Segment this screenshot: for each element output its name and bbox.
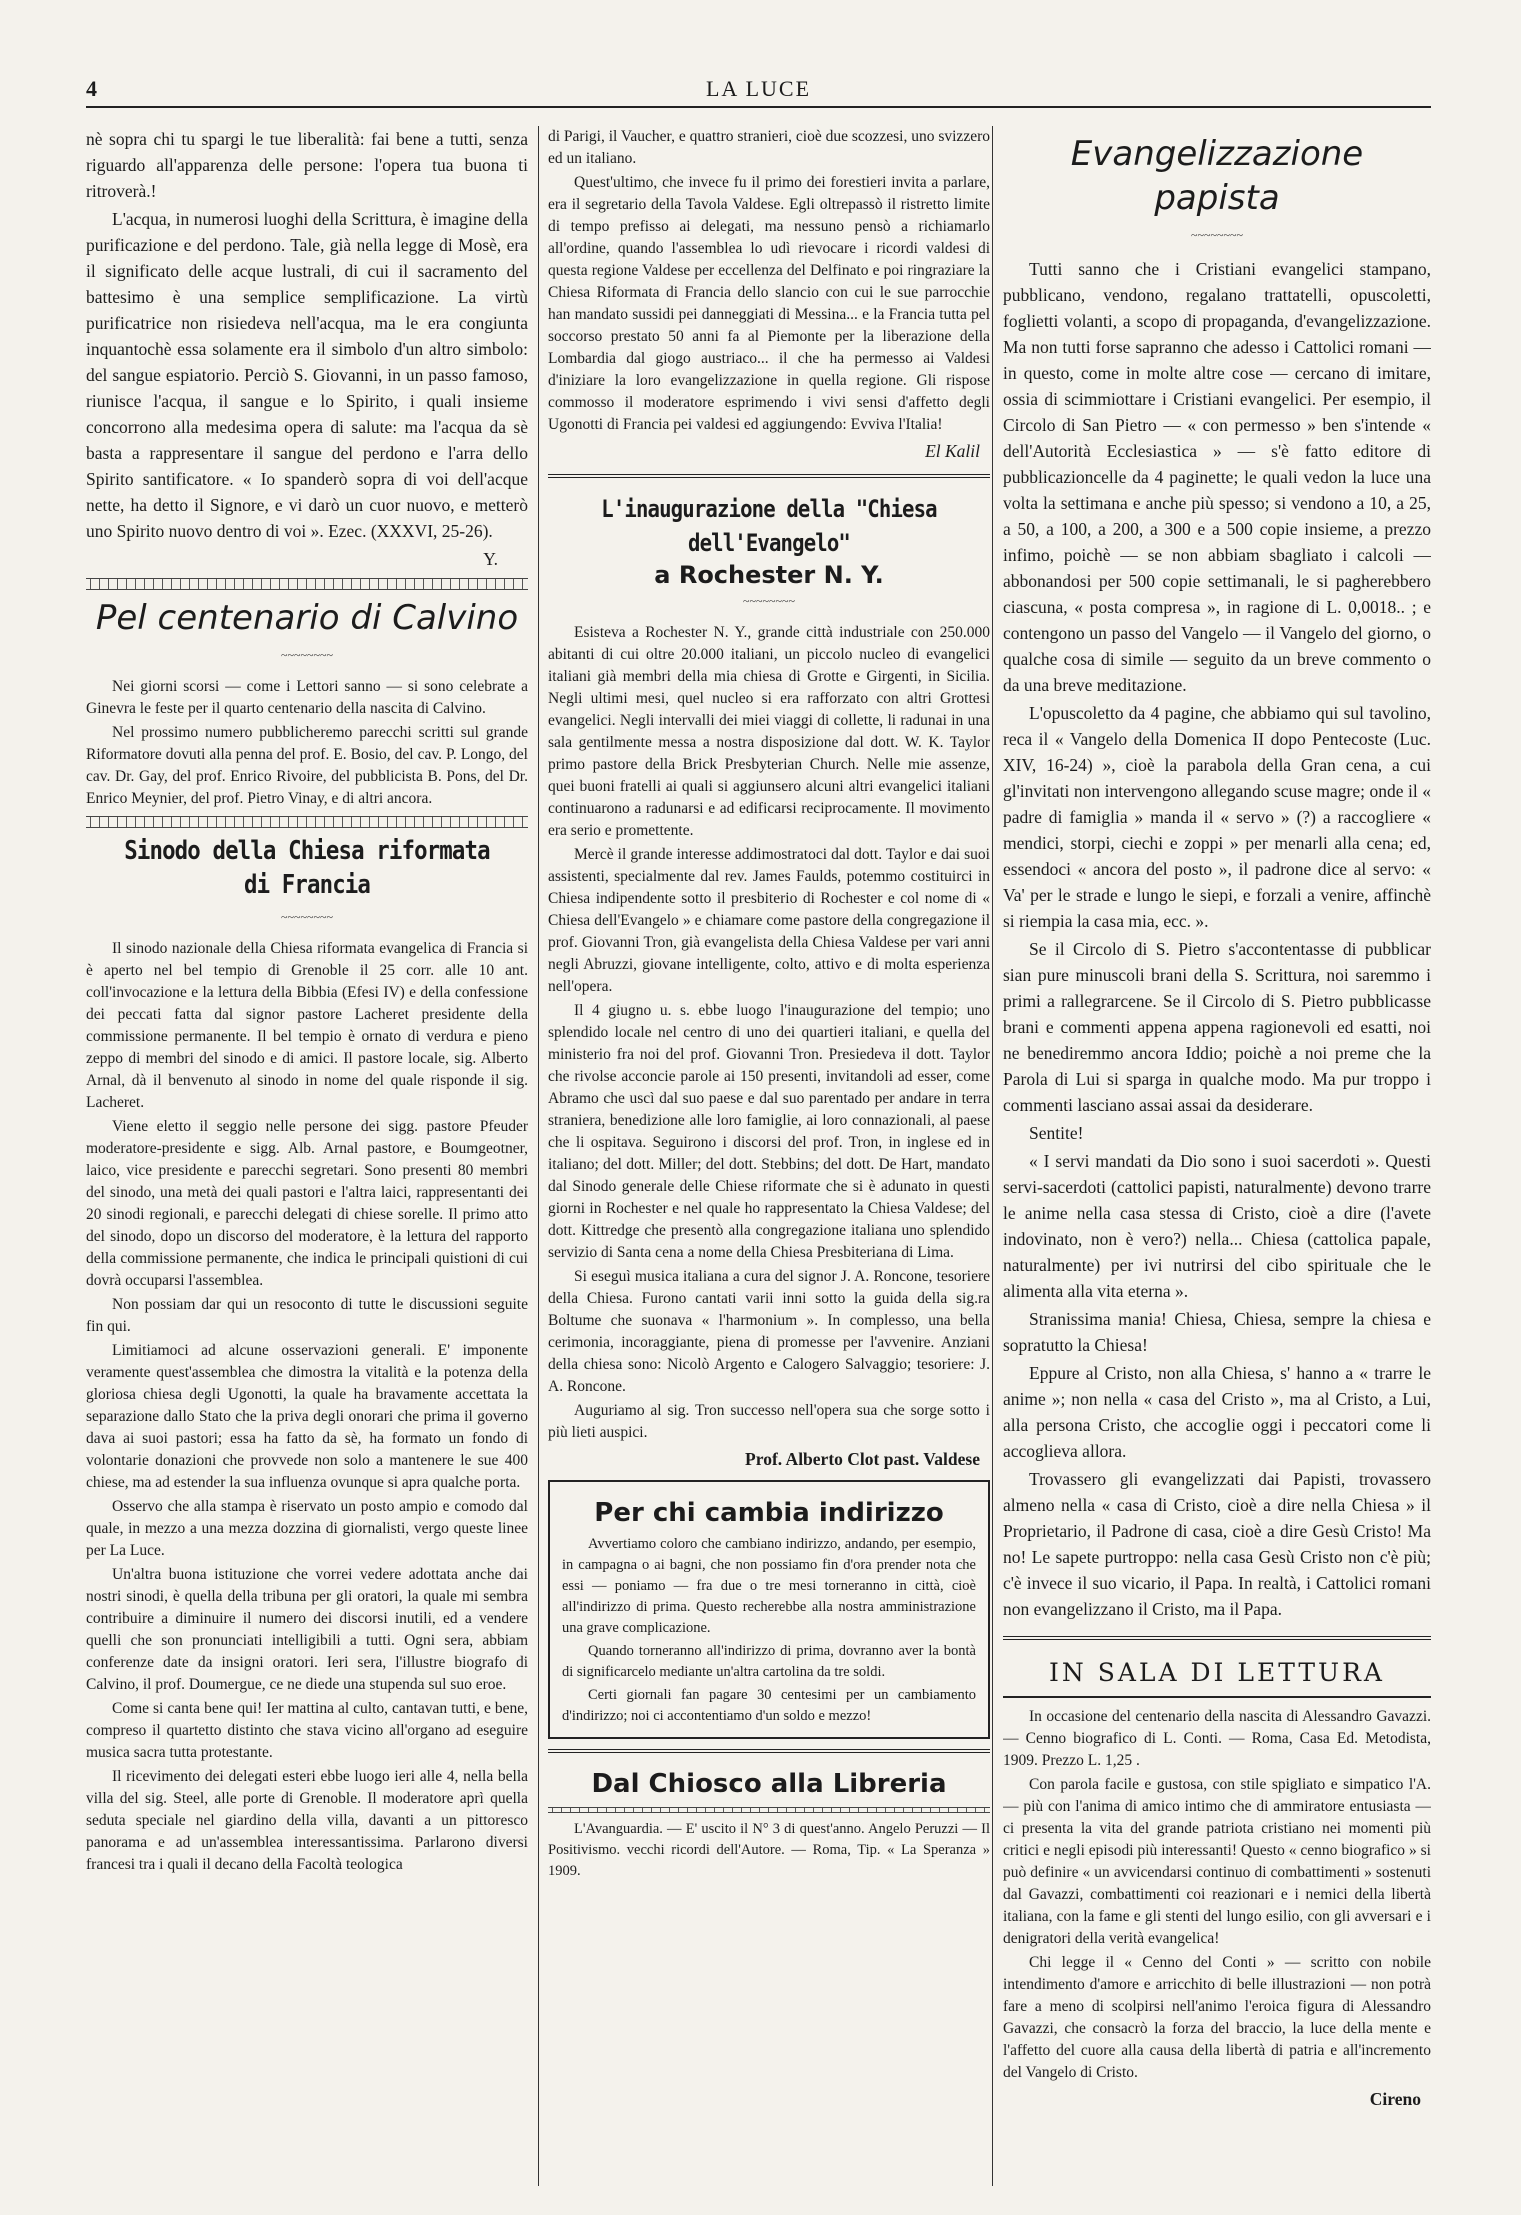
divider (1003, 1636, 1431, 1648)
column-3 (1003, 126, 1431, 2186)
notice-box (548, 1480, 990, 1739)
divider (548, 474, 990, 486)
paragraph: Con parola facile e gustosa, con stile spigliato e simpatico l'A. — più con l'anima di amico intimo che di ammiratore entusiasta — ci presenta la vita del grande patriota cristiano nei momenti più critici e negli episodi più interessanti! Questo « cenno biografico » si può definire « un avvicendarsi continuo di combattimenti » sostenuti dal Gavazzi, combattimenti coi reazionari e i nemici della libertà italiana, con la fame e gli stenti del lungo esilio, con gli avversari e i denigratori della verità evangelica! (1003, 1776, 1431, 1947)
paragraph: Sentite! (1029, 1123, 1084, 1143)
paragraph: Il 4 giugno u. s. ebbe luogo l'inaugurazione del tempio; uno splendido locale nel centro di uno dei quartieri italiani, e quella del ministerio fra noi del prof. Giovanni Tron. Presiedeva il dott. Taylor che rivolse acconcie parole ai 150 presenti, invitandoli ad esser, come Abramo che uscì dal suo paese e dal suo parentado per andare in terra straniera, benedizione alle loro famiglie, ai loro connazionali, al paese che li ospitava. Seguirono i discorsi del prof. Tron, in inglese ed in italiano; del dott. Miller; del dott. Stebbins; del dott. De Hart, mandato dal Sinodo generale delle Chiese riformate che si è adunato in questi giorni in Rochester e nel quale ho rappresentato la Chiesa Valdese; del dott. Kittredge che presentò alla congregazione italiana uno splendido servizio di Santa cena a nome della Chiesa Presbiteriana di Lima. (548, 1002, 990, 1261)
paragraph: Nel prossimo numero pubblicheremo parecchi scritti sul grande Riformatore dovuti alla penna del prof. E. Bosio, del cav. P. Longo, del cav. Dr. Gay, del prof. Enrico Rivoire, del pubblicista B. Pons, del Dr. Enrico Meynier, del prof. Pietro Vinay, e di altri ancora. (86, 724, 528, 807)
paragraph: Osservo che alla stampa è riservato un posto ampio e comodo dal quale, in mezzo a una mezza dozzina di giornalisti, vergo queste linee per La Luce. (86, 1498, 528, 1559)
divider: ~~~~~~~~ (281, 910, 333, 924)
paragraph: Il ricevimento dei delegati esteri ebbe luogo ieri alle 4, nella bella villa del sig. Steel, alle porte di Grenoble. Il moderatore aprì quella seduta speciale nel giardino della villa, davanti a un pittoresco panorama e ad un'assemblea interessantissima. Parlarono diversi francesi tra i quali il decano della Facoltà teologica (86, 1768, 528, 1873)
paragraph: nè sopra chi tu spargi le tue liberalità: fai bene a tutti, senza riguardo all'apparenza delle persone: l'opera tua buona ti ritroverà.! (86, 129, 528, 201)
paragraph: Esisteva a Rochester N. Y., grande città industriale con 250.000 abitanti di cui oltre 20.000 italiani, un piccolo nucleo di evangelici italiani già membri della mia chiesa di Grotte e Girgenti, in Sicilia. Negli ultimi mesi, quel nucleo si era rafforzato con altri Grottesi evangelici. Negli intervalli dei miei viaggi di collette, li radunai in una sala gentilmente messa a nostra disposizione dal dott. W. K. Taylor primo pastore della Brick Presbyterian Church. Nelle mie assenze, quei buoni fratelli ai quali si aggiunsero alcuni altri evangelici italiani continuarono a radunarsi e ad edificarsi reciprocamente. Il movimento era serio e promettente. (548, 624, 990, 839)
paragraph: L'opuscoletto da 4 pagine, che abbiamo qui sul tavolino, reca il « Vangelo della Domenica II dopo Pentecoste (Luc. XIV, 16-24) », cioè la parabola della Gran cena, a cui gl'invitati non intervengono allegando scuse magre; onde il « padre di famiglia » manda il « servo » (?) a raccogliere « mendici, storpi, ciechi e zoppi » per menarli alla cena; ed, essendoci « ancora del posto », il padrone dice al servo: « Va' per le strade e lungo le siepi, e forzali a venire, affinchè si riempia la casa mia, ecc. ». (1003, 703, 1431, 931)
paragraph: L'acqua, in numerosi luoghi della Scrittura, è imagine della purificazione e del perdono. Tale, già nella legge di Mosè, era il significato delle acque lustrali, di cui il sacramento del battesimo è una semplice semplificazione. La virtù purificatrice non risiedeva nell'acqua, ma le era congiunta inquantochè essa solamente era il simbolo d'un altro simbolo: del sangue espiatorio. Perciò S. Giovanni, in un passo famoso, riunisce l'acqua, il sangue e lo Spirito, i quali insieme concorrono alla medesima opera di salute: ma l'acqua da sè basta a rappresentare il sangue del perdono e l'arra dello Spirito santificatore. « Io spanderò sopra di voi dell'acque nette, ha detto il Signore, e vi darò un cuor nuovo, e metterò uno Spirito nuovo dentro di voi ». Ezec. (XXXVI, 25-26). (86, 209, 528, 541)
paragraph: Auguriamo al sig. Tron successo nell'opera sua che sorge sotto i più lieti auspici. (548, 1402, 990, 1441)
divider: ~~~~~~~~ (743, 594, 795, 608)
author-signature: El Kalil (925, 441, 980, 461)
paragraph: Quando torneranno all'indirizzo di prima, dovranno aver la bontà di significarcelo mediante un'altra cartolina da tre soldi. (562, 1643, 976, 1680)
paragraph: L'Avanguardia. — E' uscito il N° 3 di quest'anno. Angelo Peruzzi — Il Positivismo. vecchi ricordi dell'Autore. — Roma, Tip. « La Speranza » 1909. (548, 1821, 990, 1879)
paragraph: Come si canta bene qui! Ier mattina al culto, cantavan tutti, e bene, compreso il quartetto distinto che stava vicino all'organo ad eseguire musica sacra tutta protestante. (86, 1700, 528, 1761)
paragraph: Quest'ultimo, che invece fu il primo dei forestieri invita a parlare, era il segretario della Tavola Valdese. Egli oltrepassò il ristretto limite di tempo prefisso ai delegati, ma nessuno pensò a richiamarlo all'ordine, quando l'assemblea lo udì rievocare i ricordi valdesi di questa regione Valdese per eccellenza del Delfinato e poi ringraziare la Chiesa Riformata di Francia dello slancio con cui le sue parrocchie han mandato sussidi pei danneggiati di Messina... e la Francia tutta pel soccorso prestato 50 anni fa al Piemonte per la liberazione della Lombardia dal giogo austriaco... il che ha permesso ai Valdesi d'iniziare la loro evangelizzazione in quella regione. Gli rispose commosso il moderatore esprimendo i vivi sensi d'affetto degli Ugonotti di Francia pei valdesi ed aggiungendo: Evviva l'Italia! (548, 174, 990, 433)
divider: ~~~~~~~~ (281, 648, 333, 662)
paragraph: Nei giorni scorsi — come i Lettori sanno — si sono celebrate a Ginevra le feste per il quarto centenario della nascita di Calvino. (86, 678, 528, 717)
divider (548, 1749, 990, 1761)
paragraph: Si eseguì musica italiana a cura del signor J. A. Roncone, tesoriere della Chiesa. Furono cantati varii inni sotto la guida della sig.ra Boltume che suonava « l'harmonium ». In complesso, una bella cerimonia, incoraggiante, piena di promesse per l'avvenire. Anziani della chiesa sono: Nicolò Argento e Calogero Salvaggio; tesoriere: J. A. Roncone. (548, 1268, 990, 1395)
masthead: LA LUCE (705, 76, 812, 101)
article-title: Per chi cambia indirizzo (594, 1498, 944, 1528)
paragraph: Non possiam dar qui un resoconto di tutte le discussioni seguite fin qui. (86, 1296, 528, 1335)
divider (86, 816, 528, 828)
divider (1003, 1696, 1431, 1698)
author-signature: Cireno (1369, 2089, 1421, 2109)
page-header (86, 72, 1431, 108)
divider (548, 1807, 990, 1813)
paragraph: Viene eletto il seggio nelle persone dei sigg. pastore Pfeuder moderatore-presidente e sigg. Alb. Arnal pastore, e Boumgeotner, laico, vice presidente e parecchi segretari. Sono presenti 80 membri del sinodo, una metà dei quali pastori e l'altra laici, rappresentanti dei 20 sinodi regionali, e parecchi delegati di chiese sorelle. Il primo atto del sinodo, dopo un discorso del moderatore, è la lettura del rapporto della commissione permanente, che indica le principali quistioni di cui dovrà occuparsi l'assemblea. (86, 1118, 528, 1289)
article-title: L'inaugurazione della "Chiesa dell'Evangelo" (601, 495, 937, 557)
paragraph: In occasione del centenario della nascita di Alessandro Gavazzi. — Cenno biografico di L. Conti. — Roma, Casa Ed. Metodista, 1909. Prezzo L. 1,25 . (1003, 1708, 1431, 1769)
page-number: 4 (86, 76, 97, 101)
column-rule (992, 126, 993, 2186)
paragraph: Trovassero gli evangelizzati dai Papisti, trovassero almeno nella « casa di Cristo, cioè a dire nella Chiesa » il Proprietario, il Padrone di casa, cioè a dire Gesù Cristo! Ma no! Le sapete purtroppo: nella casa Gesù Cristo non c'è più; c'è invece il suo vicario, il Papa. In realtà, i Cattolici romani non evangelizzano il Cristo, ma il Papa. (1003, 1469, 1431, 1619)
paragraph: « I servi mandati da Dio sono i suoi sacerdoti ». Questi servi-sacerdoti (cattolici papisti, naturalmente) devono trarre le anime nella casa stessa di Cristo, cioè a dire (l'avete indovinato, non è vero?) nella... Chiesa (cattolica papale, naturalmente) per ivi nutrirsi del cibo spirituale che le alimenta alla vita eterna ». (1003, 1151, 1431, 1301)
paragraph: Un'altra buona istituzione che vorrei vedere adottata anche dai nostri sinodi, è quella della tribuna per gli oratori, la quale mi sembra contribuire a diminuire il numero dei discorsi inutili, ed a vendere quelli che son pronunciati intelligibili a tutti. Ogni sera, abbiam conferenze date da insigni oratori. Ieri sera, l'illustre biografo di Calvino, il prof. Doumergue, ce ne diede una stupenda sul suo eroe. (86, 1566, 528, 1693)
article-title: Pel centenario di Calvino (95, 598, 519, 638)
author-signature: Prof. Alberto Clot past. Valdese (745, 1449, 980, 1469)
article-subtitle: a Rochester N. Y. (654, 561, 884, 589)
column-2 (548, 126, 990, 2186)
article-title: Dal Chiosco alla Libreria (591, 1769, 947, 1799)
paragraph: Stranissima mania! Chiesa, Chiesa, sempre la chiesa e sopratutto la Chiesa! (1003, 1309, 1431, 1355)
paragraph: Limitiamoci ad alcune osservazioni generali. E' imponente veramente quest'assemblea che dimostra la vitalità e la potenza della gloriosa chiesa degli Ugonotti, la quale ha bravamente accettata la separazione dallo Stato che la priva degli onorari che prima il governo dava ai suoi pastori; essa ha fatto da sè, ha formato un fondo di volontarie donazioni che provvede non solo a mantenere le sue 400 chiese, ma ad estender la sua influenza ovunque si apra qualche porta. (86, 1342, 528, 1491)
paragraph: Se il Circolo di S. Pietro s'accontentasse di pubblicar sian pure minuscoli brani della S. Scrittura, noi saremmo i primi a rallegrarcene. Se il Circolo di S. Pietro pubblicasse brani e commenti appena appena ragionevoli ed esatti, noi ne benediremmo ancora Iddio; poichè a noi preme che la Parola di Lui si sparga in qualche modo. Ma pur troppo i commenti lasciano assai assai da desiderare. (1003, 939, 1431, 1115)
paragraph: Chi legge il « Cenno del Conti » — scritto con nobile intendimento d'amore e arricchito di belle illustrazioni — non potrà fare a meno di scolpirsi nell'animo l'eroica figura di Alessandro Gavazzi, che consacrò la forza del braccio, la luce della mente e l'affetto del cuore alla causa della libertà di patria e all'incremento del Vangelo di Cristo. (1003, 1954, 1431, 2081)
author-signature: Y. (483, 549, 498, 569)
paragraph: Tutti sanno che i Cristiani evangelici stampano, pubblicano, vendono, regalano trattatelli, opuscoletti, foglietti volanti, a scopo di propaganda, d'evangelizzazione. Ma non tutti forse sapranno che adesso i Cattolici romani — in questo, come in molte altre cose — cercano di imitare, ossia di scimmiottare i Cristiani evangelici. Per esempio, il Circolo di San Pietro — « con permesso » ben s'intende « dell'Autorità Ecclesiastica » — s'è fatto editore di pubblicazioncelle da 4 paginette; le quali vedon la luce una volta la settimana e anche più spesso; si vendono a 10, a 25, a 50, a 100, a 200, a 300 e a 500 copie insieme, a prezzo infimo, poichè — se non abbiam sbagliato i calcoli — abbonandosi per 500 copie settimanali, le si pagherebbero ciascuna, « posta compresa », in ragione di L. 0,0018.. ; e contengono un passo del Vangelo — il Vangelo del giorno, o qualche cosa di simile — seguito da un breve commento o da una breve meditazione. (1003, 259, 1431, 695)
paragraph: Il sinodo nazionale della Chiesa riformata evangelica di Francia si è aperto nel bel tempio di Grenoble il 25 corr. alle 10 ant. coll'invocazione e la lettura della Bibbia (Efesi IV) e della confessione dei peccati fatta dal signor pastore Lacheret presidente della commissione permanente. Il bel tempio è ornato di verdura e pieno zeppo di membri del sinodo e di amici. Il pastore locale, sig. Alberto Arnal, dà il benvenuto al sinodo in nome del quale risponde il sig. Lacheret. (86, 940, 528, 1111)
column-rule (538, 126, 539, 2186)
divider (86, 578, 528, 590)
article-title: Sinodo della Chiesa riformata di Francia (124, 836, 490, 900)
paragraph: Avvertiamo coloro che cambiano indirizzo, andando, per esempio, in campagna o ai bagni, che non possiamo fin d'ora prender nota che essi — poniamo — fra due o tre mesi torneranno in città, cioè all'indirizzo di prima. Questo recherebbe alla nostra amministrazione una grave complicazione. (562, 1536, 976, 1636)
divider: ~~~~~~~~ (1191, 228, 1243, 242)
paragraph: di Parigi, il Vaucher, e quattro stranieri, cioè due scozzesi, uno svizzero ed un italiano. (548, 128, 990, 167)
paragraph: Certi giornali fan pagare 30 centesimi per un cambiamento d'indirizzo; noi ci accontentiamo d'un soldo e mezzo! (562, 1687, 976, 1724)
article-title: Evangelizzazione papista (1070, 134, 1364, 218)
section-title: IN SALA DI LETTURA (1049, 1658, 1385, 1687)
paragraph: Mercè il grande interesse addimostratoci dal dott. Taylor e dai suoi assistenti, specialmente dal rev. James Faulds, potemmo costituirci in Chiesa indipendente sotto il presbiterio di Rochester e col nome di « Chiesa dell'Evangelo » e chiamare come pastore della congregazione il prof. Giovanni Tron, già evangelista della Chiesa Valdese per vari anni negli Abruzzi, giovane intelligente, colto, attivo e di molta esperienza nell'opera. (548, 846, 990, 995)
column-1 (86, 126, 528, 2186)
paragraph: Eppure al Cristo, non alla Chiesa, s' hanno a « trarre le anime »; non nella « casa del Cristo », ma al Cristo, a Lui, alla persona Cristo, che accoglie oggi i peccatori come li accoglieva allora. (1003, 1363, 1431, 1461)
